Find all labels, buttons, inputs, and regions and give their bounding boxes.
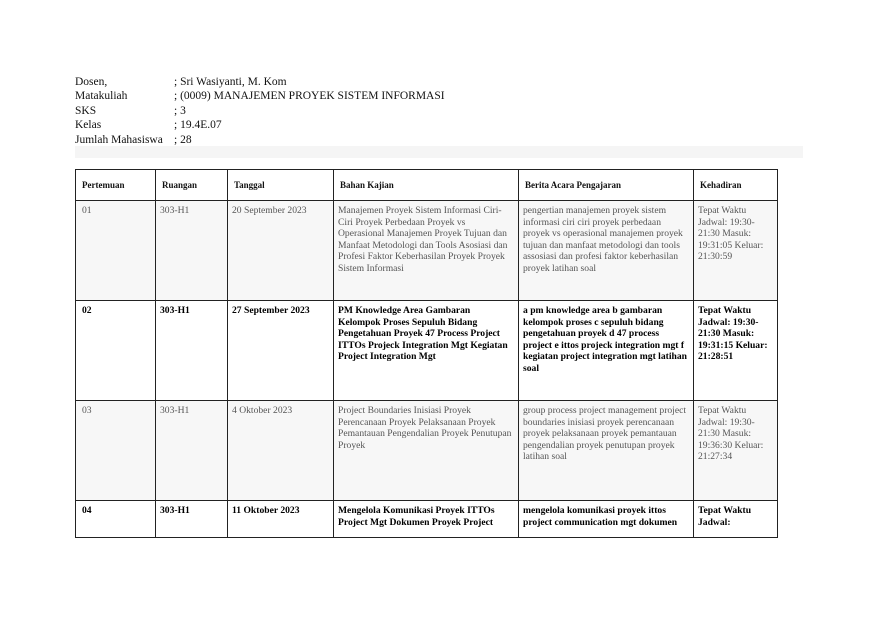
dosen-value: ; Sri Wasiyanti, M. Kom — [174, 76, 287, 88]
cell-tanggal: 4 Oktober 2023 — [228, 401, 334, 501]
header-kehadiran: Kehadiran — [694, 170, 778, 201]
info-row-dosen — [75, 75, 445, 89]
header-tanggal: Tanggal — [228, 170, 334, 201]
header-divider-band — [75, 146, 803, 158]
cell-kehadiran: Tepat Waktu Jadwal: 19:30-21:30 Masuk: 19:31:15 Keluar: 21:28:51 — [694, 301, 778, 401]
cell-bahan-kajian: Project Boundaries Inisiasi Proyek Perencanaan Proyek Pelaksanaan Proyek Pemantauan Pengendalian Proyek Penutupan Proyek — [334, 401, 519, 501]
kelas-label: Kelas — [75, 119, 102, 132]
cell-tanggal: 11 Oktober 2023 — [228, 501, 334, 538]
cell-berita-acara: pengertian manajemen proyek sistem informasi ciri ciri proyek perbedaan proyek vs operasional manajemen proyek tujuan dan manfaat metodologi dan tools assosiasi dan profesi faktor keberhasilan proyek latihan soal — [519, 201, 694, 301]
cell-kehadiran: Tepat Waktu Jadwal: 19:30-21:30 Masuk: 19:36:30 Keluar: 21:27:34 — [694, 401, 778, 501]
jumlah-value: ; 28 — [174, 133, 192, 146]
table-row — [76, 501, 778, 538]
cell-bahan-kajian: Mengelola Komunikasi Proyek ITTOs Project Mgt Dokumen Proyek Project — [334, 501, 519, 538]
table-row — [76, 201, 778, 301]
header-ruangan: Ruangan — [156, 170, 228, 201]
cell-kehadiran: Tepat Waktu Jadwal: 19:30-21:30 Masuk: 19:31:05 Keluar: 21:30:59 — [694, 201, 778, 301]
cell-bahan-kajian: PM Knowledge Area Gambaran Kelompok Proses Sepuluh Bidang Pengetahuan Proyek 47 Process Project ITTOs Projeck Integration Mgt Kegiatan Project Integration Mgt — [334, 301, 519, 401]
info-row-sks — [75, 104, 445, 118]
cell-tanggal: 20 September 2023 — [228, 201, 334, 301]
info-row-jumlah — [75, 133, 445, 147]
cell-pertemuan: 02 — [76, 301, 156, 401]
cell-ruangan: 303-H1 — [156, 401, 228, 501]
cell-bahan-kajian: Manajemen Proyek Sistem Informasi Ciri-Ciri Proyek Perbedaan Proyek vs Operasional Manajemen Proyek Tujuan dan Manfaat Metodologi dan Tools Asosiasi dan Profesi Faktor Keberhasilan Proyek Proyek Sistem Informasi — [334, 201, 519, 301]
table-row — [76, 401, 778, 501]
dosen-label: Dosen, — [75, 76, 108, 88]
table-row — [76, 301, 778, 401]
table-header-row — [76, 170, 778, 201]
cell-berita-acara: group process project management project boundaries inisiasi proyek perencanaan proyek pelaksanaan proyek pemantauan pengendalian proyek penutupan proyek latihan soal — [519, 401, 694, 501]
cell-ruangan: 303-H1 — [156, 201, 228, 301]
info-row-matakuliah — [75, 89, 445, 103]
info-row-kelas — [75, 118, 445, 132]
course-info — [75, 75, 445, 147]
matakuliah-value: ; (0009) MANAJEMEN PROYEK SISTEM INFORMASI — [174, 90, 445, 103]
sks-value: ; 3 — [174, 104, 186, 117]
cell-ruangan: 303-H1 — [156, 501, 228, 538]
header-pertemuan: Pertemuan — [76, 170, 156, 201]
attendance-table — [75, 169, 778, 538]
cell-pertemuan: 04 — [76, 501, 156, 538]
kelas-value: ; 19.4E.07 — [174, 119, 222, 132]
cell-berita-acara: a pm knowledge area b gambaran kelompok proses c sepuluh bidang pengetahuan proyek d 47 process project e ittos projeck integration mgt f kegiatan project integration mgt latihan soal — [519, 301, 694, 401]
header-berita-acara: Berita Acara Pengajaran — [519, 170, 694, 201]
matakuliah-label: Matakuliah — [75, 90, 128, 103]
cell-berita-acara: mengelola komunikasi proyek ittos project communication mgt dokumen — [519, 501, 694, 538]
cell-kehadiran: Tepat Waktu Jadwal: — [694, 501, 778, 538]
jumlah-label: Jumlah Mahasiswa — [75, 133, 163, 146]
header-bahan-kajian: Bahan Kajian — [334, 170, 519, 201]
cell-tanggal: 27 September 2023 — [228, 301, 334, 401]
cell-pertemuan: 03 — [76, 401, 156, 501]
sks-label: SKS — [75, 104, 97, 117]
cell-ruangan: 303-H1 — [156, 301, 228, 401]
cell-pertemuan: 01 — [76, 201, 156, 301]
